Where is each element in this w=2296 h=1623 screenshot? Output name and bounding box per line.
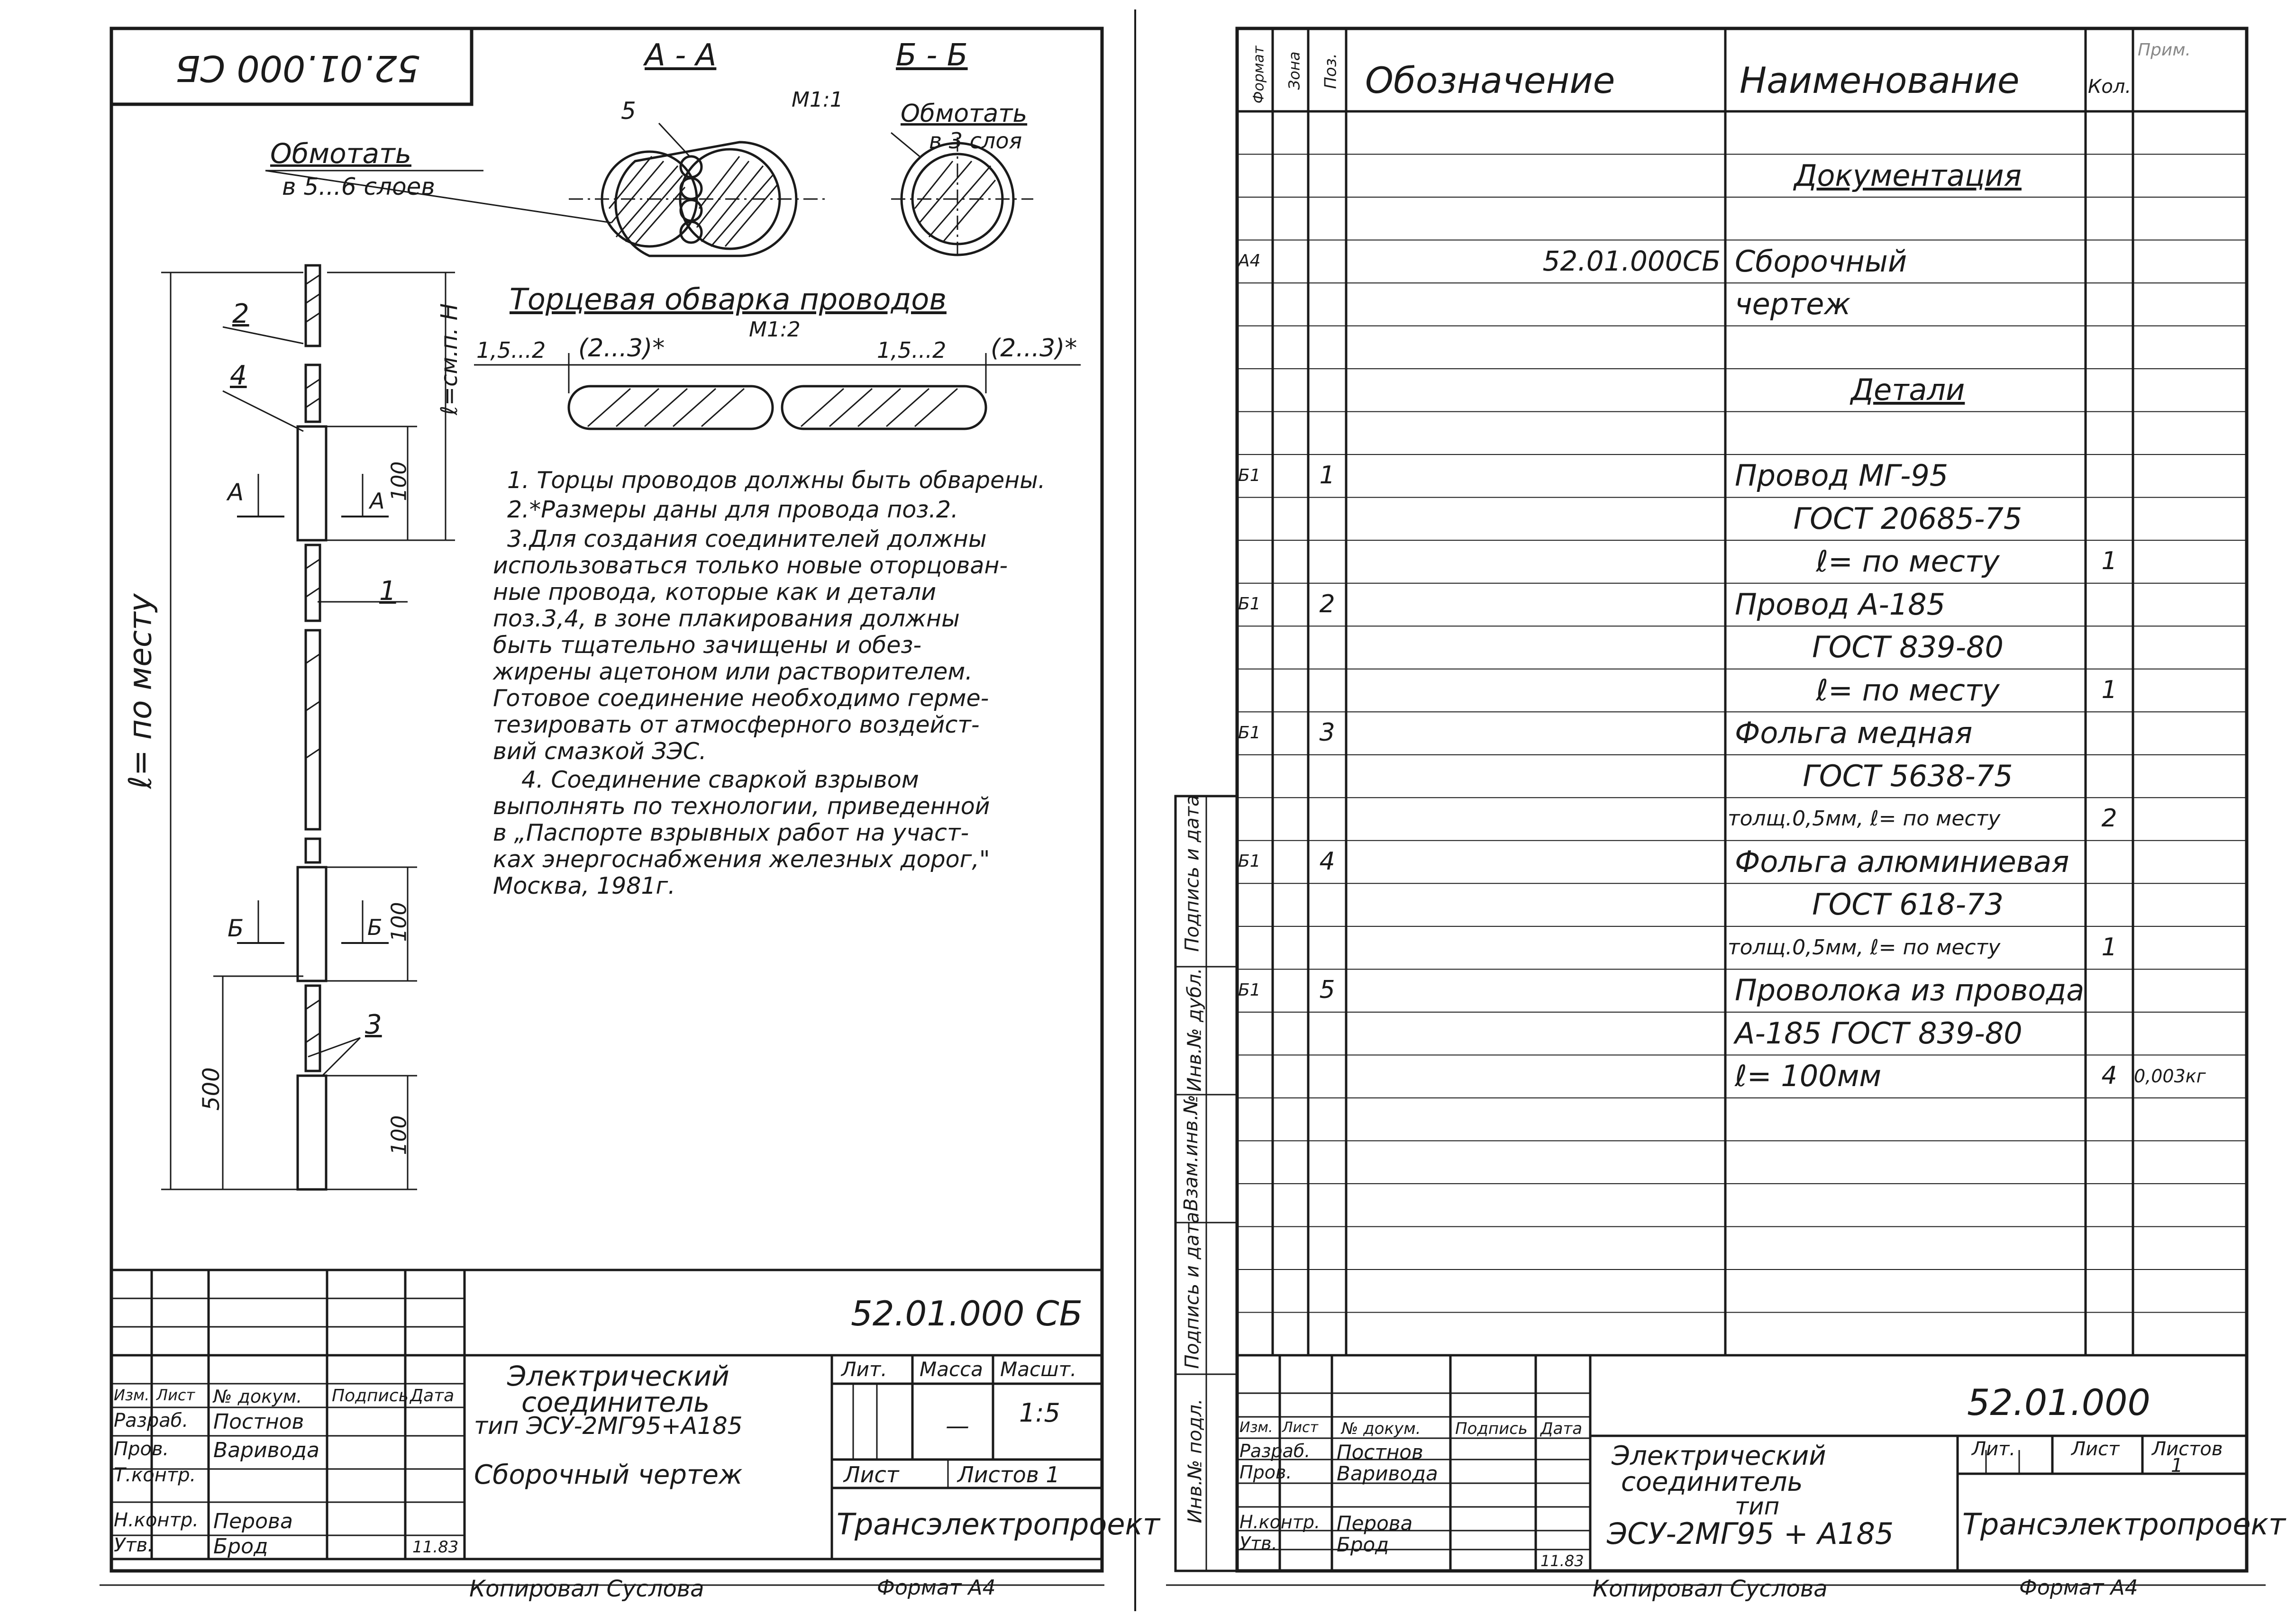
- dim-15-2-right: 1,5...2: [877, 337, 947, 363]
- note-line: использоваться только новые оторцован-: [493, 552, 1008, 579]
- side-label-sign-date: Подпись и дата: [1181, 1212, 1203, 1369]
- left-org: Трансэлектропроект: [837, 1507, 1160, 1541]
- left-name-line3: тип ЭСУ-2МГ95+А185: [474, 1412, 743, 1440]
- right-name-line2: соединитель: [1621, 1467, 1803, 1497]
- note-line: 3.Для создания соединителей должны: [507, 526, 987, 553]
- right-role: Утв.: [1239, 1533, 1277, 1554]
- note-line: ные провода, которые как и детали: [493, 579, 937, 606]
- header-name: Наименование: [1740, 59, 2020, 101]
- spec-cell-name: толщ.0,5мм, ℓ= по месту: [1728, 935, 2001, 960]
- end-weld-drawing: [474, 353, 1081, 429]
- spec-cell-qty: 1: [2101, 547, 2117, 576]
- left-name: Перова: [213, 1509, 293, 1533]
- side-label-inv-dup: Инв.№ дубл.: [1184, 968, 1206, 1092]
- dim-100-top: 100: [387, 461, 411, 501]
- note-line: Готовое соединение необходимо герме-: [493, 685, 989, 712]
- spec-cell-name: Документация: [1794, 158, 2022, 193]
- connector-assembly: [161, 265, 455, 1189]
- right-sheet-label: Лист: [2071, 1438, 2120, 1460]
- stamp-code-rotated: 52.01.000 СБ: [175, 47, 420, 90]
- spec-cell-fmt: Б1: [1238, 465, 1261, 485]
- side-label-replace-inv: Взам.инв.№: [1180, 1094, 1203, 1212]
- spec-cell-name: ℓ= 100мм: [1735, 1059, 1882, 1094]
- left-col-izm: Изм.: [114, 1386, 150, 1404]
- scale-sections: М1:1: [792, 88, 843, 112]
- right-col-date: Дата: [1540, 1419, 1583, 1438]
- note-line: тезировать от атмосферного воздейст-: [493, 711, 980, 738]
- note-line: 4. Соединение сваркой взрывом: [521, 766, 919, 793]
- section-aa-label: А - А: [645, 38, 717, 73]
- note-line: вий смазкой ЗЭС.: [493, 738, 707, 765]
- dim-15-2-left: 1,5...2: [476, 337, 546, 363]
- spec-cell-des: 52.01.000СБ: [1542, 245, 1721, 277]
- right-name: Брод: [1337, 1533, 1389, 1556]
- right-col-list: Лист: [1282, 1419, 1319, 1436]
- left-copied-by: Копировал Суслова: [469, 1576, 704, 1602]
- left-col-doc: № докум.: [213, 1386, 302, 1407]
- dim-23-left: (2...3)*: [578, 334, 665, 363]
- dim-l-h: ℓ=см.п. Н: [436, 303, 463, 415]
- header-zone: Зона: [1285, 51, 1303, 90]
- left-name-line1: Электрический: [507, 1360, 729, 1392]
- callout-4: 4: [230, 360, 247, 391]
- right-col-izm: Изм.: [1239, 1419, 1273, 1436]
- section-mark-a-left: А: [228, 479, 244, 506]
- spec-cell-fmt: Б1: [1238, 723, 1261, 743]
- spec-cell-name: ГОСТ 618-73: [1812, 887, 2004, 922]
- spec-cell-name: ℓ= по месту: [1816, 672, 2000, 707]
- section-bb-label: Б - Б: [896, 38, 968, 73]
- note-line: в „Паспорте взрывных работ на участ-: [493, 819, 969, 846]
- end-weld-title: Торцевая обварка проводов: [510, 282, 947, 317]
- spec-cell-pos: 5: [1319, 976, 1335, 1005]
- dim-l-location: ℓ= по месту: [122, 593, 159, 789]
- callout-5: 5: [621, 97, 636, 125]
- right-doc-code: 52.01.000: [1967, 1381, 2150, 1424]
- wrap-label-b: Обмотать: [901, 100, 1028, 128]
- right-name: Варивода: [1337, 1462, 1438, 1485]
- dim-100-bottom: 100: [387, 1115, 411, 1155]
- spec-cell-fmt: Б1: [1238, 980, 1261, 1000]
- left-role: Т.контр.: [114, 1464, 196, 1486]
- left-lit-label: Лит.: [841, 1358, 887, 1381]
- right-date-utv: 11.83: [1540, 1552, 1584, 1570]
- left-doc-type: Сборочный чертеж: [474, 1460, 743, 1490]
- dim-500: 500: [198, 1067, 225, 1111]
- left-scale-value: 1:5: [1019, 1398, 1060, 1428]
- right-sheets-label: Листов: [2152, 1438, 2223, 1460]
- right-name-line3: тип: [1735, 1493, 1780, 1520]
- note-line: ках энергоснабжения железных дорог,": [493, 846, 990, 873]
- callout-2: 2: [232, 299, 249, 329]
- spec-cell-name: Провод МГ-95: [1735, 458, 1949, 493]
- spec-cell-pos: 2: [1319, 589, 1335, 618]
- section-mark-a-right: А: [370, 488, 385, 514]
- dim-100-mid: 100: [387, 902, 411, 942]
- left-role: Утв.: [114, 1534, 154, 1556]
- left-name: Брод: [213, 1534, 268, 1559]
- left-mass-value: —: [946, 1412, 969, 1440]
- left-role: Разраб.: [114, 1410, 189, 1432]
- spec-cell-name: ГОСТ 20685-75: [1793, 501, 2023, 536]
- header-format: Формат: [1250, 45, 1267, 104]
- left-scale-label: Масшт.: [1000, 1358, 1077, 1381]
- callout-1: 1: [379, 576, 396, 607]
- right-org: Трансэлектропроект: [1962, 1507, 2286, 1541]
- wrap-layers-b: в 3 слоя: [929, 128, 1022, 154]
- dim-23-right: (2...3)*: [991, 334, 1077, 363]
- note-line: жирены ацетоном или растворителем.: [493, 658, 973, 685]
- section-mark-b-right: Б: [367, 915, 383, 940]
- right-name: Перова: [1337, 1512, 1413, 1535]
- spec-cell-pos: 4: [1319, 847, 1335, 876]
- left-sheet-label: Лист: [844, 1462, 899, 1487]
- header-pos: Поз.: [1321, 53, 1340, 89]
- spec-cell-name: ℓ= по месту: [1816, 544, 2000, 579]
- left-name: Варивода: [213, 1438, 319, 1462]
- spec-cell-name: чертеж: [1735, 287, 1851, 322]
- left-col-list: Лист: [156, 1386, 195, 1404]
- spec-cell-pos: 1: [1319, 461, 1335, 490]
- right-role: Пров.: [1239, 1462, 1292, 1483]
- note-line: 2.*Размеры даны для провода поз.2.: [507, 496, 958, 523]
- note-line: быть тщательно зачищены и обез-: [493, 632, 922, 659]
- spec-cell-name: Проволока из провода: [1735, 973, 2085, 1008]
- spec-cell-name: Фольга алюминиевая: [1735, 844, 2069, 879]
- left-date-utv: 11.83: [412, 1538, 459, 1557]
- right-col-doc: № докум.: [1341, 1419, 1421, 1438]
- note-line: Москва, 1981г.: [493, 872, 675, 899]
- left-col-sign: Подпись: [332, 1386, 409, 1405]
- spec-cell-name: ГОСТ 5638-75: [1803, 758, 2013, 793]
- section-aa-drawing: [569, 123, 825, 256]
- note-line: поз.3,4, в зоне плакирования должны: [493, 605, 960, 632]
- left-role: Пров.: [114, 1438, 169, 1460]
- left-mass-label: Масса: [920, 1358, 983, 1381]
- wrap-layers-a: в 5...6 слоев: [282, 173, 435, 200]
- left-doc-code: 52.01.000 СБ: [851, 1294, 1083, 1333]
- note-line: 1. Торцы проводов должны быть обварены.: [507, 467, 1046, 494]
- note-line: выполнять по технологии, приведенной: [493, 793, 990, 820]
- left-sheets-label: Листов 1: [957, 1462, 1060, 1487]
- right-name: Постнов: [1337, 1441, 1423, 1464]
- spec-cell-qty: 1: [2101, 933, 2117, 961]
- side-label-inv-orig: Инв.№ подл.: [1184, 1398, 1206, 1523]
- scale-end-weld: М1:2: [749, 317, 801, 342]
- spec-cell-pos: 3: [1319, 718, 1335, 747]
- spec-cell-name: А-185 ГОСТ 839-80: [1735, 1016, 2023, 1051]
- spec-cell-name: Детали: [1850, 372, 1965, 408]
- header-qty: Кол.: [2088, 76, 2132, 98]
- spec-cell-name: толщ.0,5мм, ℓ= по месту: [1728, 807, 2001, 831]
- section-mark-b-left: Б: [228, 915, 244, 942]
- spec-cell-fmt: Б1: [1238, 852, 1261, 871]
- spec-cell-name: ГОСТ 839-80: [1812, 630, 2004, 665]
- right-name-line4: ЭСУ-2МГ95 + А185: [1607, 1516, 1894, 1551]
- spec-cell-note: 0,003кг: [2134, 1065, 2206, 1087]
- spec-cell-qty: 2: [2101, 804, 2117, 833]
- callout-3: 3: [365, 1009, 382, 1040]
- left-col-date: Дата: [410, 1386, 455, 1405]
- spec-cell-name: Фольга медная: [1735, 716, 1973, 751]
- header-note: Прим.: [2138, 40, 2191, 60]
- spec-cell-name: Провод А-185: [1735, 587, 1946, 622]
- spec-cell-qty: 4: [2101, 1061, 2117, 1090]
- left-format: Формат А4: [877, 1576, 996, 1600]
- right-col-sign: Подпись: [1455, 1419, 1528, 1438]
- right-role: Н.контр.: [1239, 1512, 1321, 1532]
- spec-cell-fmt: Б1: [1238, 594, 1261, 614]
- right-lit-label: Лит.: [1972, 1438, 2016, 1460]
- spec-cell-fmt: А4: [1238, 251, 1261, 271]
- left-role: Н.контр.: [114, 1509, 199, 1531]
- side-label-sign-date-2: Подпись и дата: [1181, 795, 1203, 952]
- right-copied-by: Копировал Суслова: [1593, 1576, 1828, 1602]
- spec-cell-name: Сборочный: [1735, 244, 1907, 279]
- left-name: Постнов: [213, 1410, 304, 1434]
- spec-cell-qty: 1: [2101, 675, 2117, 704]
- right-sheets-value: 1: [2171, 1455, 2183, 1477]
- wrap-label-a: Обмотать: [270, 137, 411, 170]
- right-format: Формат А4: [2019, 1576, 2138, 1600]
- header-designation: Обозначение: [1365, 59, 1615, 101]
- left-name-line2: соединитель: [521, 1386, 710, 1418]
- right-role: Разраб.: [1239, 1441, 1311, 1461]
- right-name-line1: Электрический: [1612, 1441, 1826, 1471]
